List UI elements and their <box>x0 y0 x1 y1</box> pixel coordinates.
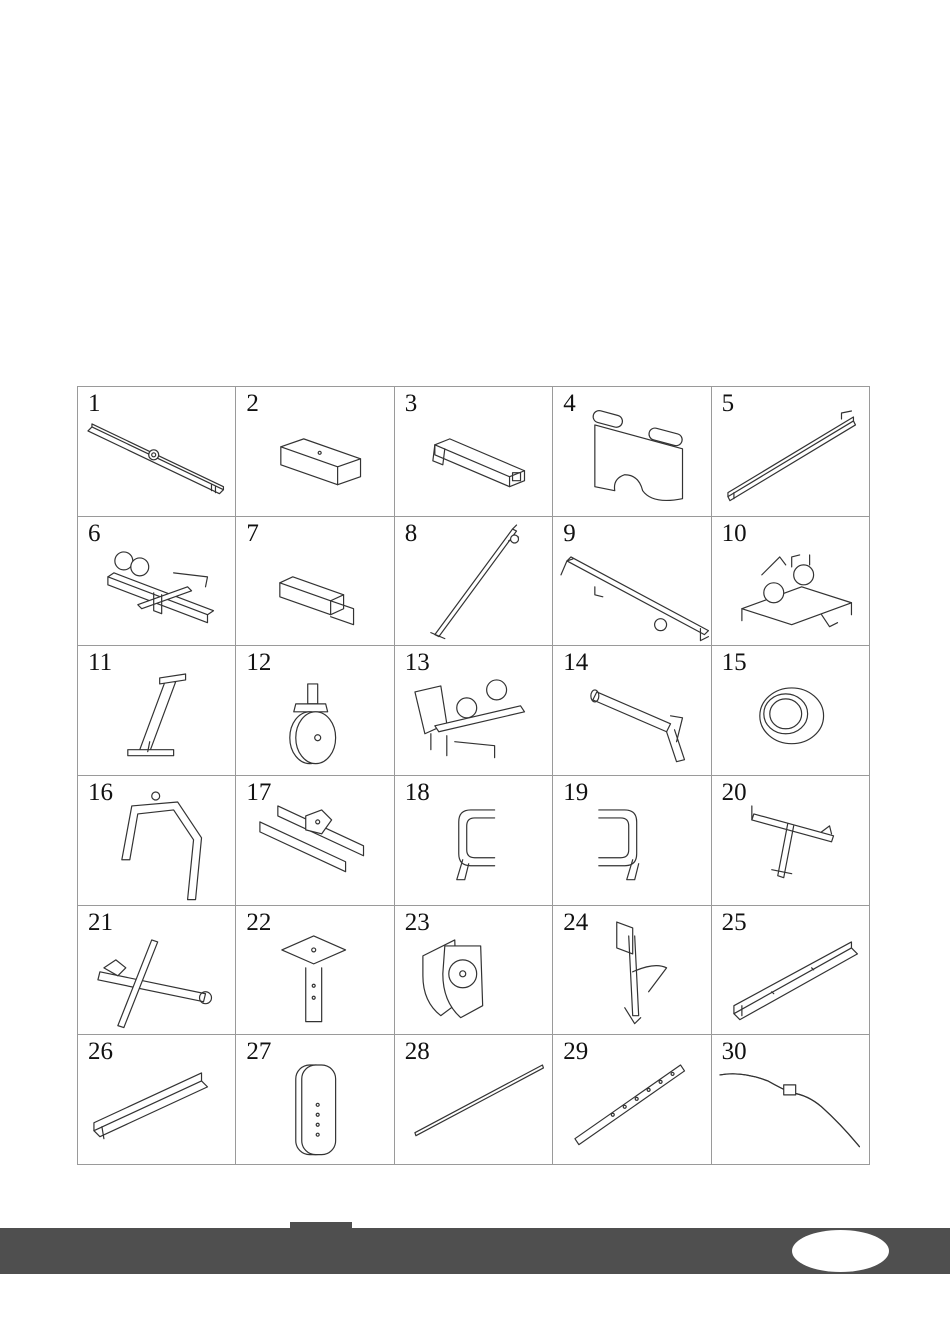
part-number: 12 <box>246 649 272 677</box>
part-16-illustration <box>78 776 235 905</box>
part-10-illustration <box>712 517 869 646</box>
part-number: 11 <box>88 649 113 677</box>
part-29-illustration <box>553 1035 710 1164</box>
part-21-illustration <box>78 906 235 1035</box>
part-25-illustration <box>712 906 869 1035</box>
part-20-illustration <box>712 776 869 905</box>
part-number: 9 <box>563 519 576 547</box>
part-number: 2 <box>246 390 259 417</box>
part-number: 7 <box>246 519 259 547</box>
part-number: 23 <box>404 908 430 936</box>
part-cell-12 <box>236 646 394 776</box>
part-6-illustration <box>78 517 235 646</box>
part-number: 6 <box>88 519 101 547</box>
part-number: 13 <box>404 649 430 677</box>
part-number: 19 <box>563 779 589 806</box>
part-11-illustration <box>78 646 235 775</box>
part-number: 20 <box>721 779 747 806</box>
parts-grid <box>77 386 870 1165</box>
part-cell-3 <box>395 387 553 517</box>
part-cell-27 <box>236 1035 394 1165</box>
part-19-illustration <box>553 776 710 905</box>
part-number: 16 <box>88 779 113 806</box>
part-number: 24 <box>563 908 589 936</box>
part-9-illustration <box>553 517 710 646</box>
part-cell-4 <box>553 387 711 517</box>
part-cell-21 <box>78 906 236 1036</box>
part-22-illustration <box>236 906 393 1035</box>
part-4-illustration <box>553 387 710 516</box>
part-cell-24 <box>553 906 711 1036</box>
part-cell-22 <box>236 906 394 1036</box>
part-cell-5 <box>712 387 870 517</box>
part-12-illustration <box>236 646 393 775</box>
part-cell-14 <box>553 646 711 776</box>
part-24-illustration <box>553 906 710 1035</box>
part-cell-28 <box>395 1035 553 1165</box>
part-cell-20 <box>712 776 870 906</box>
part-number: 1 <box>88 390 101 417</box>
part-number: 28 <box>404 1038 430 1066</box>
part-number: 21 <box>88 908 113 936</box>
part-cell-9 <box>553 517 711 647</box>
part-2-illustration <box>236 387 393 516</box>
part-number: 30 <box>721 1038 747 1066</box>
part-cell-11 <box>78 646 236 776</box>
part-8-illustration <box>395 517 552 646</box>
part-cell-7 <box>236 517 394 647</box>
part-cell-23 <box>395 906 553 1036</box>
part-cell-26 <box>78 1035 236 1165</box>
part-7-illustration <box>236 517 393 646</box>
part-cell-15 <box>712 646 870 776</box>
part-cell-10 <box>712 517 870 647</box>
part-15-illustration <box>712 646 869 775</box>
part-number: 8 <box>404 519 418 547</box>
page-number-badge <box>792 1230 889 1272</box>
part-number: 22 <box>246 908 272 936</box>
part-23-illustration <box>395 906 552 1035</box>
part-13-illustration <box>395 646 552 775</box>
part-number: 14 <box>563 649 589 677</box>
part-26-illustration <box>78 1035 235 1164</box>
part-1-illustration <box>78 387 235 516</box>
part-cell-17 <box>236 776 394 906</box>
part-number: 10 <box>721 519 747 547</box>
part-number: 26 <box>88 1038 113 1066</box>
part-18-illustration <box>395 776 552 905</box>
part-3-illustration <box>395 387 552 516</box>
part-cell-25 <box>712 906 870 1036</box>
part-number: 18 <box>404 779 430 806</box>
part-cell-1 <box>78 387 236 517</box>
part-cell-16 <box>78 776 236 906</box>
part-cell-29 <box>553 1035 711 1165</box>
part-14-illustration <box>553 646 710 775</box>
part-cell-30 <box>712 1035 870 1165</box>
part-cell-18 <box>395 776 553 906</box>
part-number: 17 <box>246 779 272 806</box>
part-cell-2 <box>236 387 394 517</box>
part-number: 4 <box>563 390 576 417</box>
part-number: 25 <box>721 908 747 936</box>
part-5-illustration <box>712 387 869 516</box>
part-cell-8 <box>395 517 553 647</box>
part-cell-19 <box>553 776 711 906</box>
part-27-illustration <box>236 1035 393 1164</box>
part-cell-6 <box>78 517 236 647</box>
part-number: 15 <box>721 649 747 677</box>
part-number: 5 <box>721 390 735 417</box>
part-28-illustration <box>395 1035 552 1164</box>
part-cell-13 <box>395 646 553 776</box>
part-number: 27 <box>246 1038 272 1066</box>
part-17-illustration <box>236 776 393 905</box>
part-number: 3 <box>404 390 418 417</box>
part-30-illustration <box>712 1035 869 1164</box>
part-number: 29 <box>563 1038 589 1066</box>
